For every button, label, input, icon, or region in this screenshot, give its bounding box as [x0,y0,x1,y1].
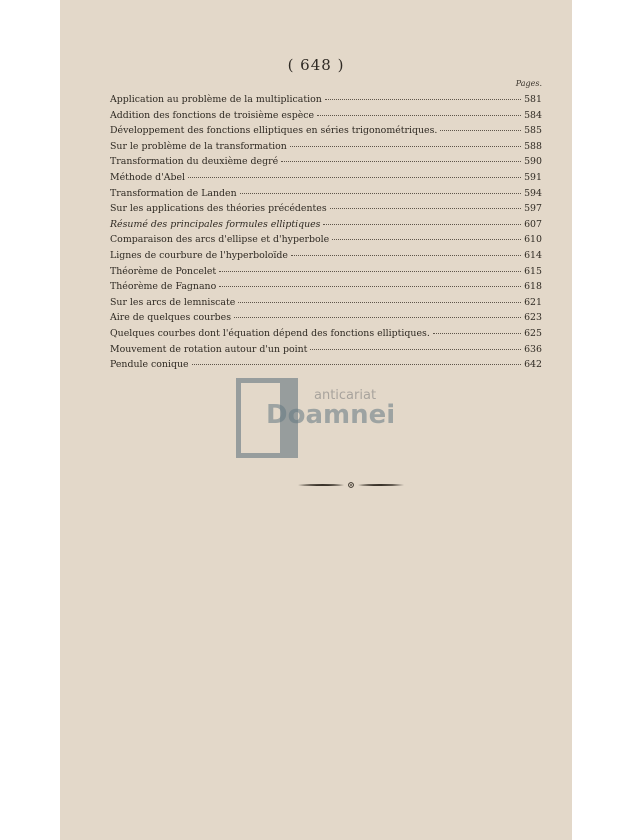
toc-entry-page: 591 [524,171,542,183]
dot-leader [290,146,521,147]
toc-entry-title: Comparaison des arcs d'ellipse et d'hyperbole [110,234,330,246]
toc-entry [110,217,542,233]
ornament-divider-icon [296,480,406,490]
toc-entry-title: Mouvement de rotation autour d'un point [110,343,308,355]
dot-leader [219,286,521,287]
toc-entry-title: Transformation de Landen [110,187,237,199]
toc-entry-title: Sur les arcs de lemniscate [110,296,236,308]
toc-entry-page: 610 [524,234,542,246]
toc-entry-page: 636 [524,343,542,355]
watermark-small-text: anticariat [314,388,377,403]
toc-entry-page: 585 [524,125,542,137]
toc-entry [110,108,542,124]
table-of-contents [110,92,542,373]
dot-leader [433,333,521,334]
toc-entry-page: 623 [524,312,542,324]
toc-entry-page: 590 [524,156,542,168]
dot-leader [281,161,521,162]
toc-entry-page: 615 [524,265,542,277]
toc-entry-page: 584 [524,109,542,121]
dot-leader [330,208,521,209]
dot-leader [440,130,521,131]
toc-entry [110,139,542,155]
toc-entry [110,326,542,342]
toc-entry-title: Théorème de Poncelet [110,265,217,277]
toc-entry [110,264,542,280]
toc-entry-page: 621 [524,296,542,308]
toc-entry-title: Addition des fonctions de troisième espèce [110,109,315,121]
dot-leader [238,302,521,303]
toc-entry [110,154,542,170]
toc-entry [110,92,542,108]
toc-entry-page: 581 [524,94,542,105]
toc-entry [110,186,542,202]
dot-leader [219,271,521,272]
toc-entry [110,295,542,311]
toc-entry [110,342,542,358]
toc-entry-title: Aire de quelques courbes [110,312,232,324]
toc-entry-title: Sur le problème de la transformation [110,140,287,152]
toc-entry-title: Développement des fonctions elliptiques en séries trigonométriques. [110,125,438,137]
toc-entry [110,123,542,139]
toc-entry [110,248,542,264]
toc-entry-page: 642 [524,359,542,371]
dot-leader [240,193,521,194]
toc-entry [110,279,542,295]
toc-entry-page: 588 [524,140,542,152]
dot-leader [192,364,521,365]
dot-leader [317,115,521,116]
dot-leader [323,224,521,225]
dot-leader [325,99,521,100]
toc-entry-page: 594 [524,187,542,199]
toc-entry [110,170,542,186]
toc-entry-title: Quelques courbes dont l'équation dépend des fonctions elliptiques. [110,327,430,339]
toc-entry-title: Lignes de courbure de l'hyperboloïde [110,249,288,261]
toc-entry-title: Résumé des principales formules elliptiques [110,218,321,230]
dot-leader [310,349,521,350]
dot-leader [234,317,521,318]
toc-entry-title: Sur les applications des théories précédentes [110,203,327,215]
toc-entry-title: Méthode d'Abel [110,171,186,183]
toc-entry-title: Théorème de Fagnano [110,281,217,293]
toc-entry [110,310,542,326]
watermark [236,378,416,464]
dot-leader [291,255,521,256]
toc-entry-page: 618 [524,281,542,293]
toc-entry-title: Pendule conique [110,359,189,371]
dot-leader [332,239,521,240]
pages-column-header: Pages. [515,79,542,88]
page-number: ( 648 ) [287,56,345,74]
dot-leader [188,177,521,178]
toc-entry [110,232,542,248]
toc-entry [110,357,542,373]
toc-entry-title: Transformation du deuxième degré [110,156,279,168]
toc-entry-page: 607 [524,218,542,230]
toc-entry-page: 597 [524,203,542,215]
toc-entry-page: 625 [524,327,542,339]
toc-entry-title: Application au problème de la multiplication [110,94,322,105]
toc-entry [110,201,542,217]
toc-entry-page: 614 [524,249,542,261]
watermark-big-text: Doamnei [266,400,396,430]
